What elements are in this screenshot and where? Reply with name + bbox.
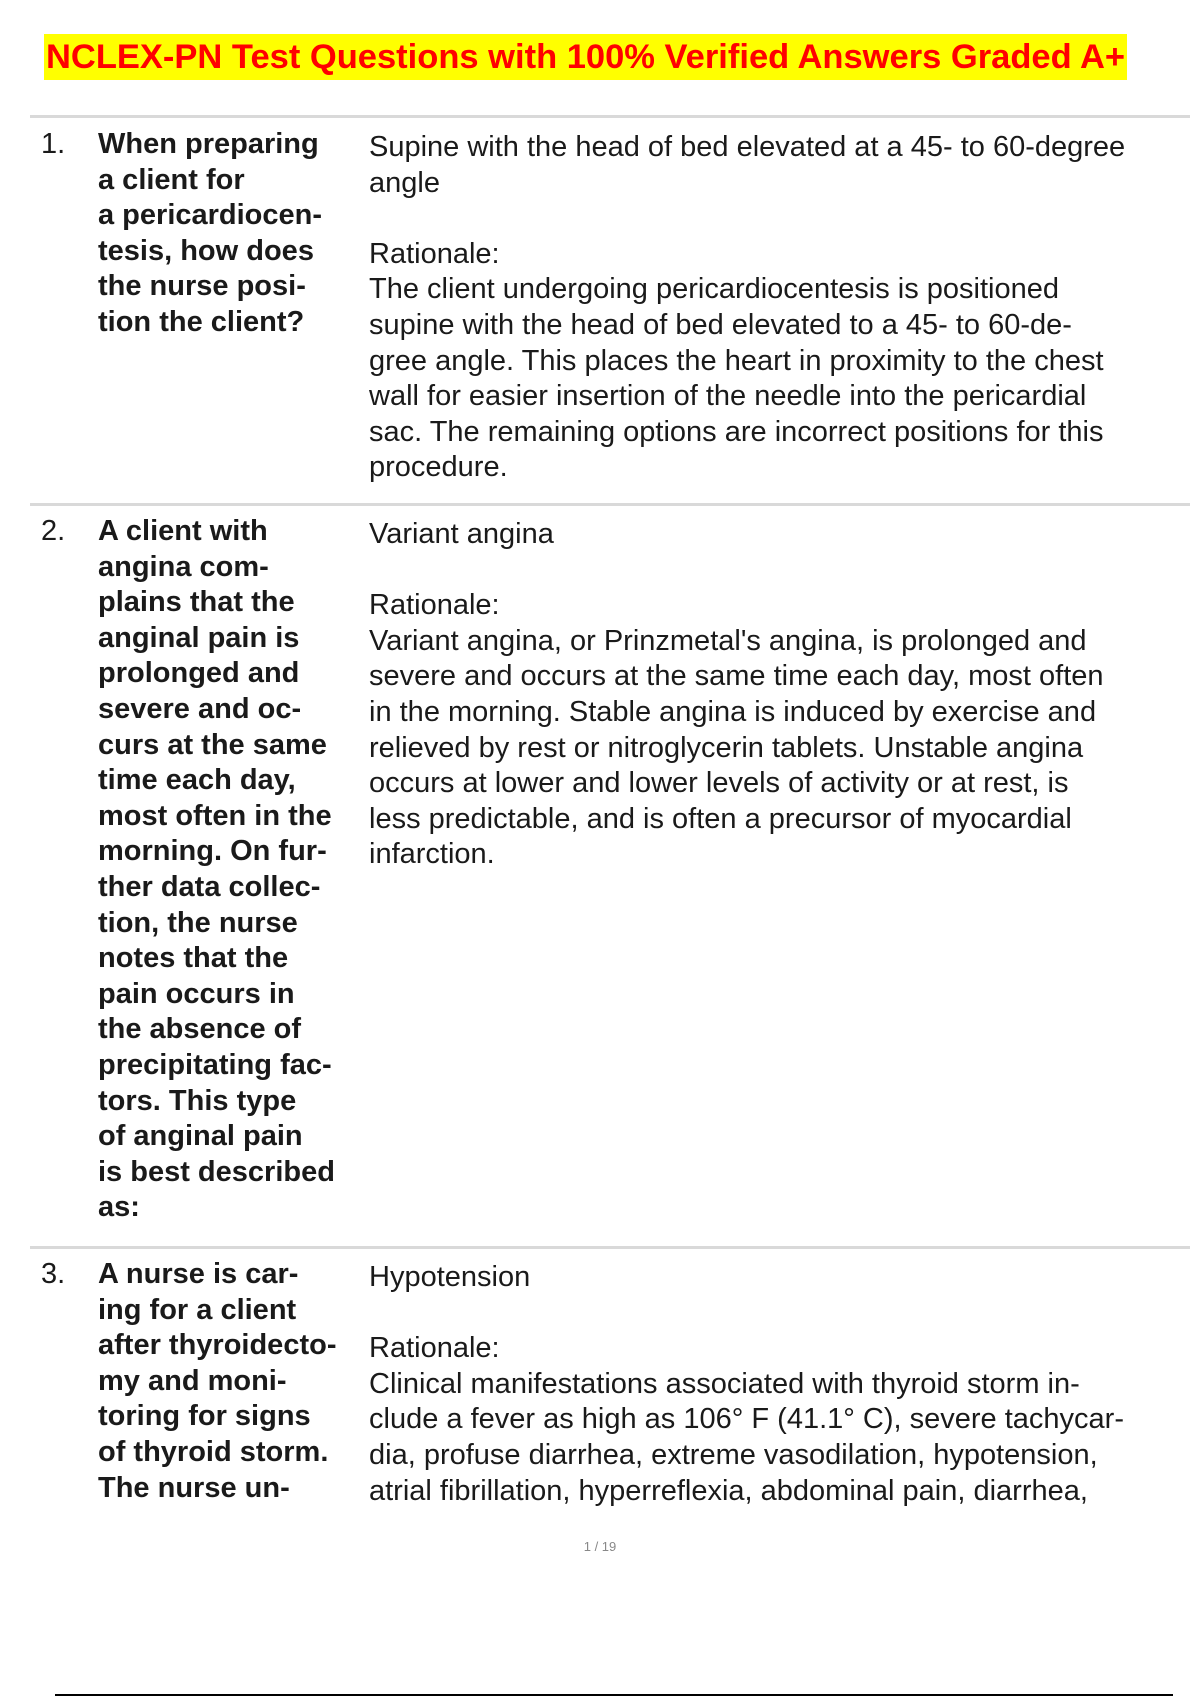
question-number: 3. — [41, 1258, 66, 1290]
document-header — [44, 34, 1180, 80]
page-bottom-rule — [55, 1694, 1173, 1696]
divider — [30, 1246, 1190, 1249]
question-number: 2. — [41, 515, 66, 547]
question-text: A client with angina com- plains that the anginal pain is prolonged and severe and oc- curs at the same time each day, most often in the morning. On fur- ther data collec- tion, the nurse notes that the pain occurs in the absence of precipitating fac- tors. This type of anginal pain is best described as: — [98, 515, 335, 1224]
page-indicator: 1 / 19 — [583, 1539, 617, 1554]
divider — [30, 503, 1190, 506]
question-number: 1. — [41, 128, 66, 160]
question-text: When preparing a client for a pericardiocen- tesis, how does the nurse posi- tion the client? — [98, 128, 323, 338]
answer-text: Hypotension Rationale: Clinical manifestations associated with thyroid storm in- clude a fever as high as 106° F (41.1° C), severe tachycar- dia, profuse diarrhea, extreme vasodilation, hypotension, atrial fibrillation, hyperreflexia, abdominal pain, diarrhea, — [369, 1261, 1124, 1507]
divider — [30, 115, 1190, 118]
answer-text: Variant angina Rationale: Variant angina, or Prinzmetal's angina, is prolonged and severe and occurs at the same time each day, most often in the morning. Stable angina is induced by exercise and relieved by rest or nitroglycerin tablets. Unstable angina occurs at lower and lower levels of activity or at rest, is less predictable, and is often a precursor of myocardial infarction. — [369, 518, 1104, 871]
question-text: A nurse is car- ing for a client after thyroidecto- my and moni- toring for signs of thyroid storm. The nurse un- — [98, 1258, 337, 1504]
document-title: NCLEX-PN Test Questions with 100% Verified Answers Graded A+ — [44, 34, 1127, 80]
answer-text: Supine with the head of bed elevated at a 45- to 60-degree angle Rationale: The client undergoing pericardiocentesis is positioned supine with the head of bed elevated to a 45- to 60-de- gree angle. This places the heart in proximity to the chest wall for easier insertion of the needle into the pericardial sac. The remaining options are incorrect positions for this procedure. — [369, 131, 1126, 484]
